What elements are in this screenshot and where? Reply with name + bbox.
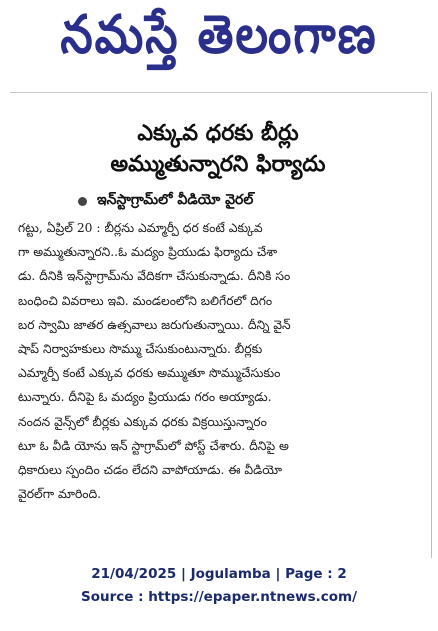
source-info: Source : https://epaper.ntnews.com/ [80,589,358,605]
masthead-title: నమస్తే తెలంగాణ [60,3,378,66]
article-headline [40,118,396,180]
headline-line-2: అమ్ముతున్నారని ఫిర్యాదు [110,152,326,177]
article-subhead [78,192,253,211]
body-line: డు. దీనికి ఇన్‌స్టాగ్రామ్‌ను వేదికగా చేసుకున్నాడు. దీనికి సం [18,269,291,284]
headline-line-1: ఎక్కువ ధరకు బీర్లు [137,121,299,146]
body-line: వైరల్‌గా మారింది. [18,487,102,502]
body-line: టున్నారు. దీనిపై ఓ మద్యం ప్రియుడు గరం అయ్యాడు. [18,390,272,405]
bullet-icon [78,197,87,206]
body-line: గా అమ్ముతున్నారని..ఓ మద్యం ప్రియుడు ఫిర్యాదు చేశా [18,245,278,260]
body-line: షాప్ నిర్వాహకులు సొమ్ము చేసుకుంటున్నారు. బీర్లకు [18,342,263,357]
body-line: నందన వైన్స్‌లో బీర్లకు ఎక్కువ ధరకు విక్రయిస్తున్నారం [18,414,267,429]
body-line: ధికారులు స్పందిం చడం లేదని వాపోయాడు. ఈ వీడియో [18,463,283,478]
newspaper-masthead [12,3,426,76]
subhead-text: ఇన్‌స్టాగ్రామ్‌లో వీడియో వైరల్ [97,192,254,208]
edition-info: 21/04/2025 | Jogulamba | Page : 2 [91,566,347,582]
body-line: ఎమ్మార్పీ కంటే ఎక్కువ ధరకు అమ్ముతూ సొమ్ముచేసుకుం [18,366,281,381]
body-line: బంధించి వివరాలు ఇవి. మండలంలోని బలిగేరలో దిగం [18,293,273,308]
body-line: గట్టు, ఏప్రిల్ 20 : బీర్లను ఎమ్మార్పీ ధర కంటే ఎక్కువ [18,221,263,235]
body-line: టూ ఓ వీడి యోను ఇన్ స్టాగ్రామ్‌లో పోస్ట్ చేశారు. దీనిపై అ [18,438,289,453]
body-line: బర స్వామి జాతర ఉత్సవాలు జరుగుతున్నాయి. దీన్ని వైన్ [18,317,291,332]
article-body [18,216,420,506]
top-divider [10,92,428,93]
